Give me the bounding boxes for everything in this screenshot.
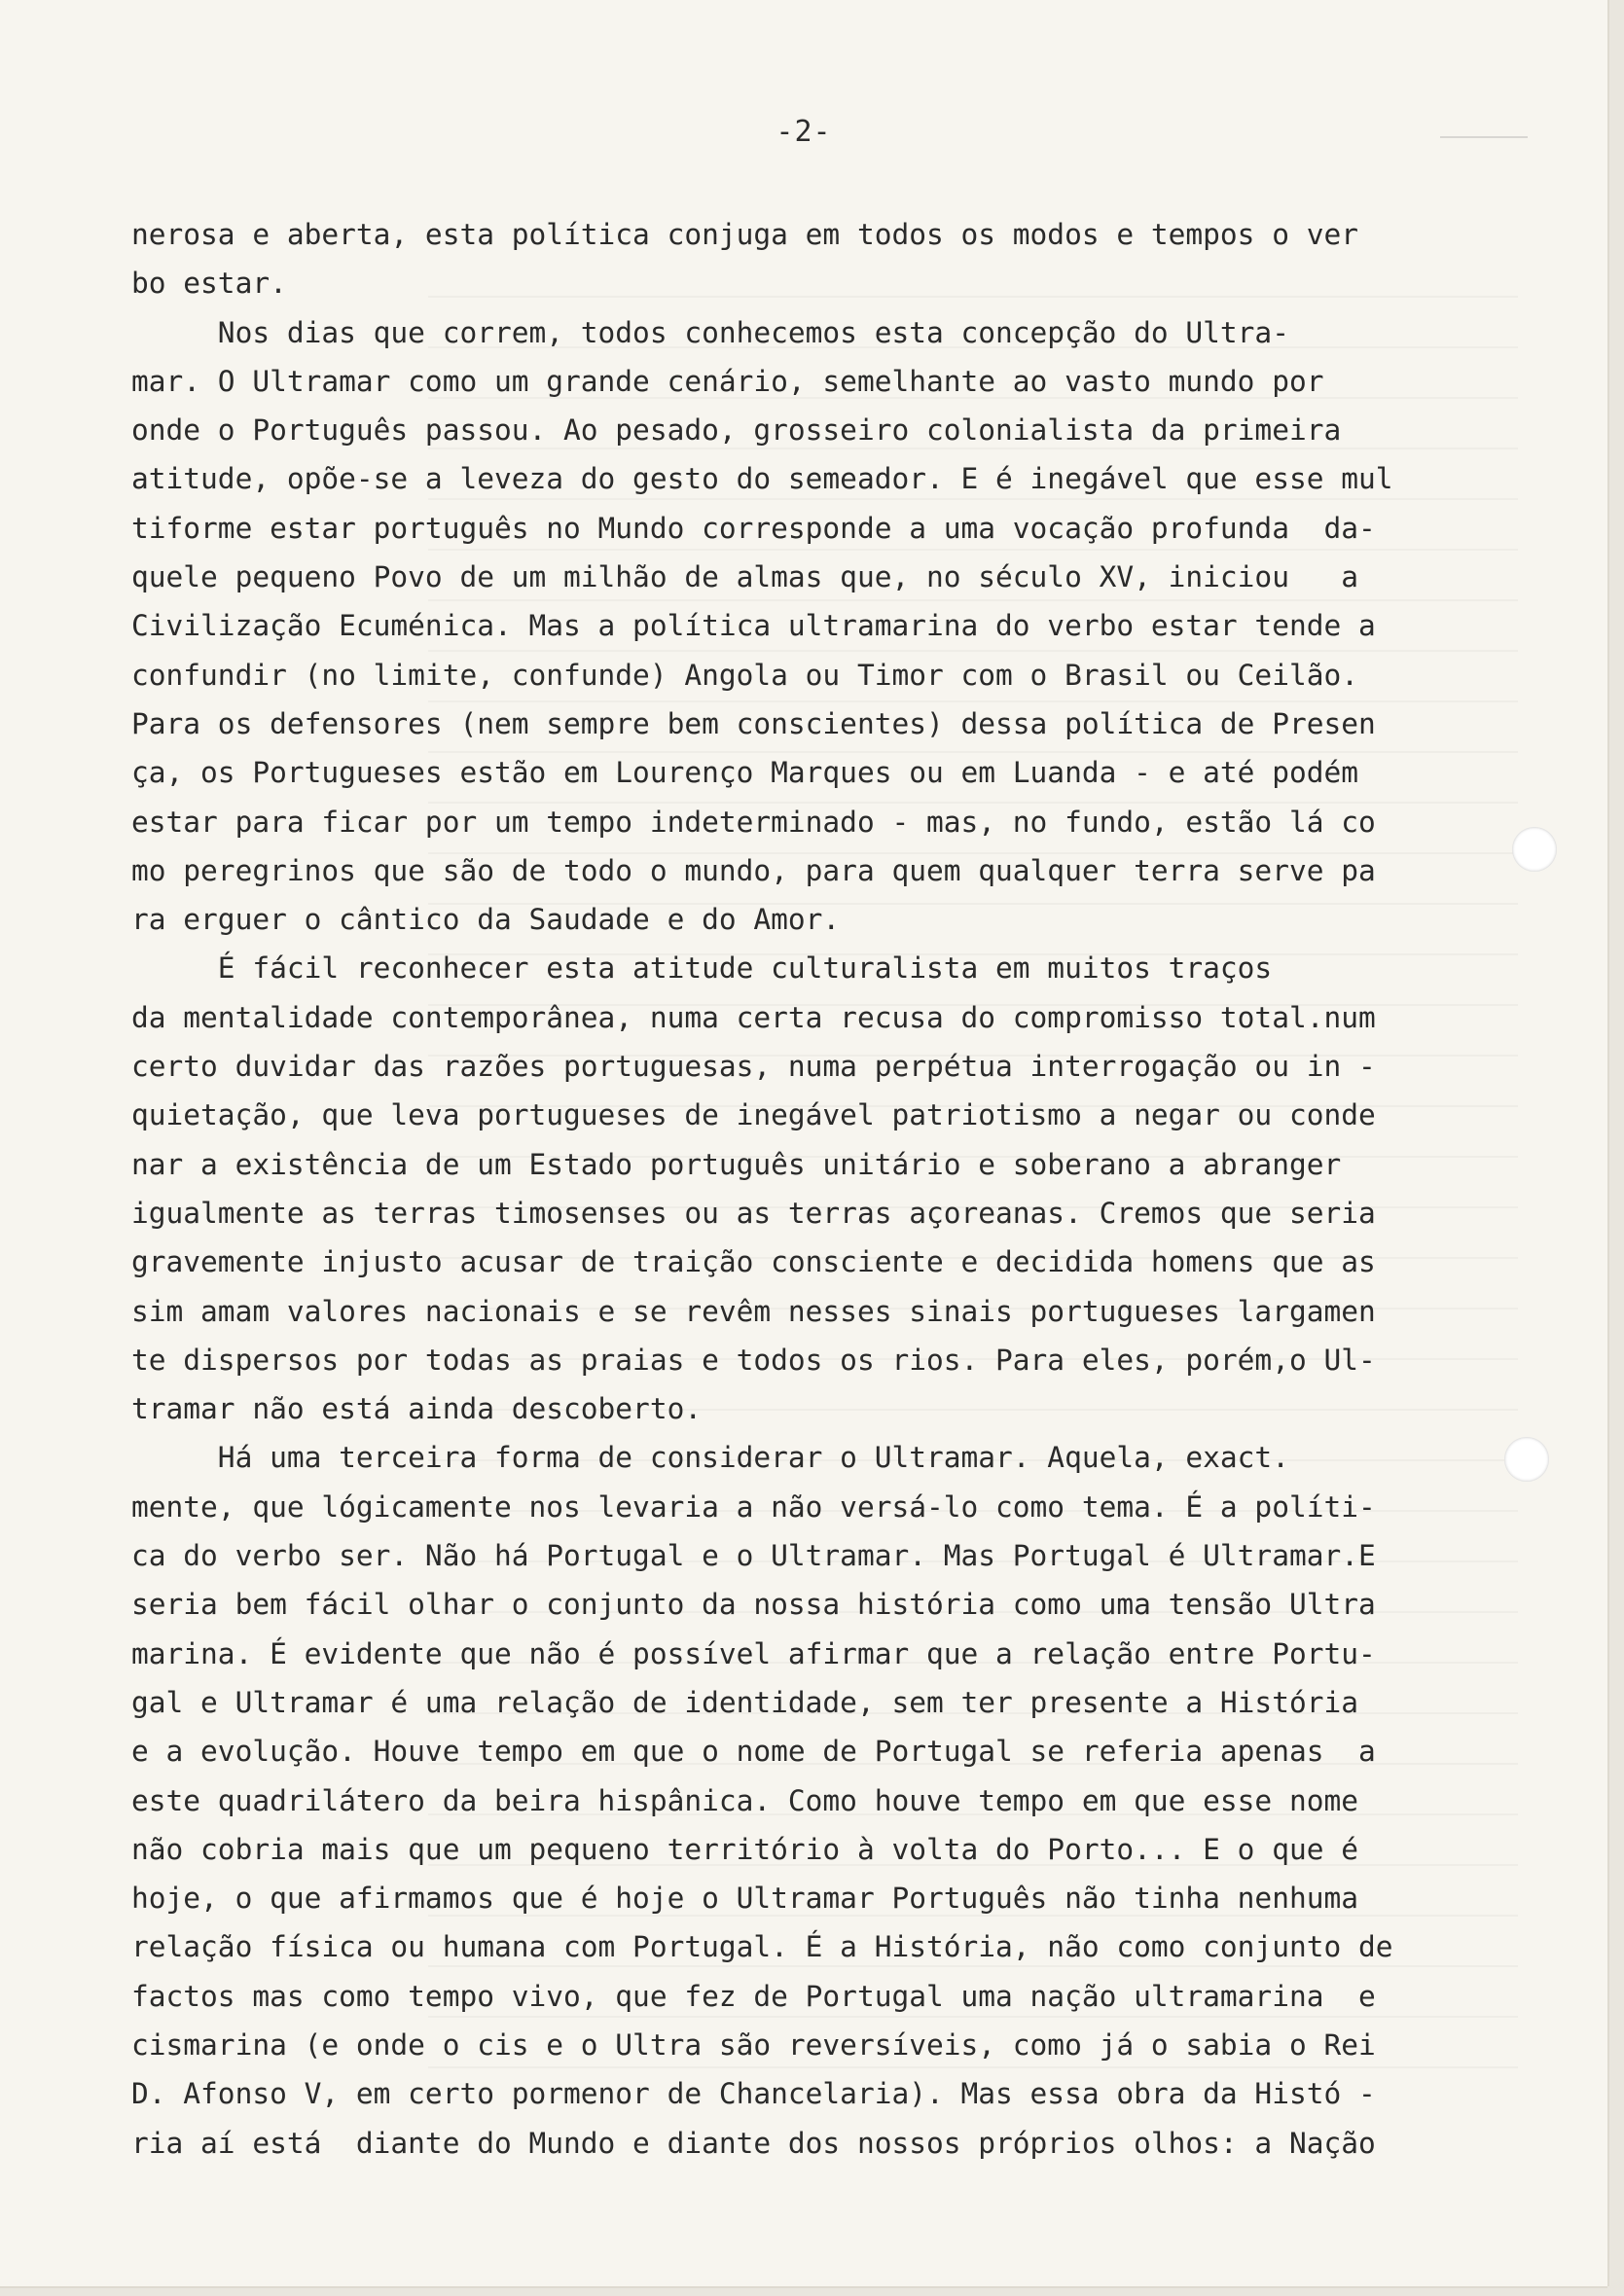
text-line: este quadrilátero da beira hispânica. Como houve tempo em que esse nome (131, 1783, 1358, 1817)
text-line: não cobria mais que um pequeno território à volta do Porto... E o que é (131, 1832, 1358, 1866)
text-line: Nos dias que correm, todos conhecemos esta concepção do Ultra- (131, 315, 1289, 349)
text-line: Civilização Ecuménica. Mas a política ultramarina do verbo estar tende a (131, 609, 1376, 643)
punch-hole (1512, 827, 1557, 872)
text-line: estar para ficar por um tempo indeterminado - mas, no fundo, estão lá co (131, 805, 1376, 839)
text-line: nerosa e aberta, esta política conjuga em todos os modos e tempos o ver (131, 218, 1358, 251)
text-line: quele pequeno Povo de um milhão de almas que, no século XV, iniciou a (131, 560, 1358, 594)
text-line: igualmente as terras timosenses ou as terras açoreanas. Cremos que seria (131, 1196, 1376, 1230)
text-line: factos mas como tempo vivo, que fez de Portugal uma nação ultramarina e (131, 1979, 1376, 2013)
punch-hole (1504, 1437, 1549, 1482)
text-line: confundir (no limite, confunde) Angola ou Timor com o Brasil ou Ceilão. (131, 658, 1358, 692)
text-line: É fácil reconhecer esta atitude culturalista em muitos traços (131, 951, 1273, 986)
text-line: certo duvidar das razões portuguesas, numa perpétua interrogação ou in - (131, 1050, 1376, 1084)
text-line: Há uma terceira forma de considerar o Ultramar. Aquela, exact. (131, 1441, 1289, 1475)
text-line: relação física ou humana com Portugal. É a História, não como conjunto de (131, 1930, 1393, 1964)
text-line: nar a existência de um Estado português unitário e soberano a abranger (131, 1147, 1342, 1181)
text-line: Para os defensores (nem sempre bem conscientes) dessa política de Presen (131, 706, 1376, 740)
text-line: onde o Português passou. Ao pesado, grosseiro colonialista da primeira (131, 413, 1342, 448)
text-line: ca do verbo ser. Não há Portugal e o Ultramar. Mas Portugal é Ultramar.E (131, 1539, 1376, 1573)
text-line: seria bem fácil olhar o conjunto da nossa história como uma tensão Ultra (131, 1588, 1376, 1622)
text-line: gravemente injusto acusar de traição consciente e decidida homens que as (131, 1245, 1376, 1279)
text-line: hoje, o que afirmamos que é hoje o Ultramar Português não tinha nenhuma (131, 1882, 1358, 1916)
text-line: mente, que lógicamente nos levaria a não versá-lo como tema. É a políti- (131, 1489, 1376, 1524)
text-line: te dispersos por todas as praias e todos os rios. Para eles, porém,o Ul- (131, 1343, 1376, 1377)
text-line: quietação, que leva portugueses de inegável patriotismo a negar ou conde (131, 1098, 1376, 1132)
text-line: atitude, opõe-se a leveza do gesto do semeador. E é inegável que esse mul (131, 462, 1393, 496)
text-line: marina. É evidente que não é possível afirmar que a relação entre Portu- (131, 1636, 1376, 1670)
text-line: cismarina (e onde o cis e o Ultra são reversíveis, como já o sabia o Rei (131, 2027, 1376, 2062)
text-line: e a evolução. Houve tempo em que o nome de Portugal se referia apenas a (131, 1735, 1376, 1769)
text-line: sim amam valores nacionais e se revêm nesses sinais portugueses largamen (131, 1294, 1376, 1328)
text-line: gal e Ultramar é uma relação de identidade, sem ter presente a História (131, 1685, 1358, 1719)
text-line: tramar não está ainda descoberto. (131, 1392, 703, 1426)
text-line: bo estar. (131, 267, 287, 301)
text-line: ria aí está diante do Mundo e diante dos nossos próprios olhos: a Nação (131, 2126, 1376, 2160)
text-line: mar. O Ultramar como um grande cenário, semelhante ao vasto mundo por (131, 364, 1324, 398)
page-number: -2- (776, 115, 832, 149)
text-line: D. Afonso V, em certo pormenor de Chancelaria). Mas essa obra da Histó - (131, 2077, 1376, 2111)
body-text (131, 210, 1542, 2168)
text-line: da mentalidade contemporânea, numa certa recusa do compromisso total.num (131, 1000, 1376, 1034)
text-line: mo peregrinos que são de todo o mundo, para quem qualquer terra serve pa (131, 853, 1376, 887)
text-line: ça, os Portugueses estão em Lourenço Marques ou em Luanda - e até podém (131, 756, 1358, 790)
text-line: tiforme estar português no Mundo corresponde a uma vocação profunda da- (131, 511, 1376, 545)
text-line: ra erguer o cântico da Saudade e do Amor. (131, 903, 841, 937)
